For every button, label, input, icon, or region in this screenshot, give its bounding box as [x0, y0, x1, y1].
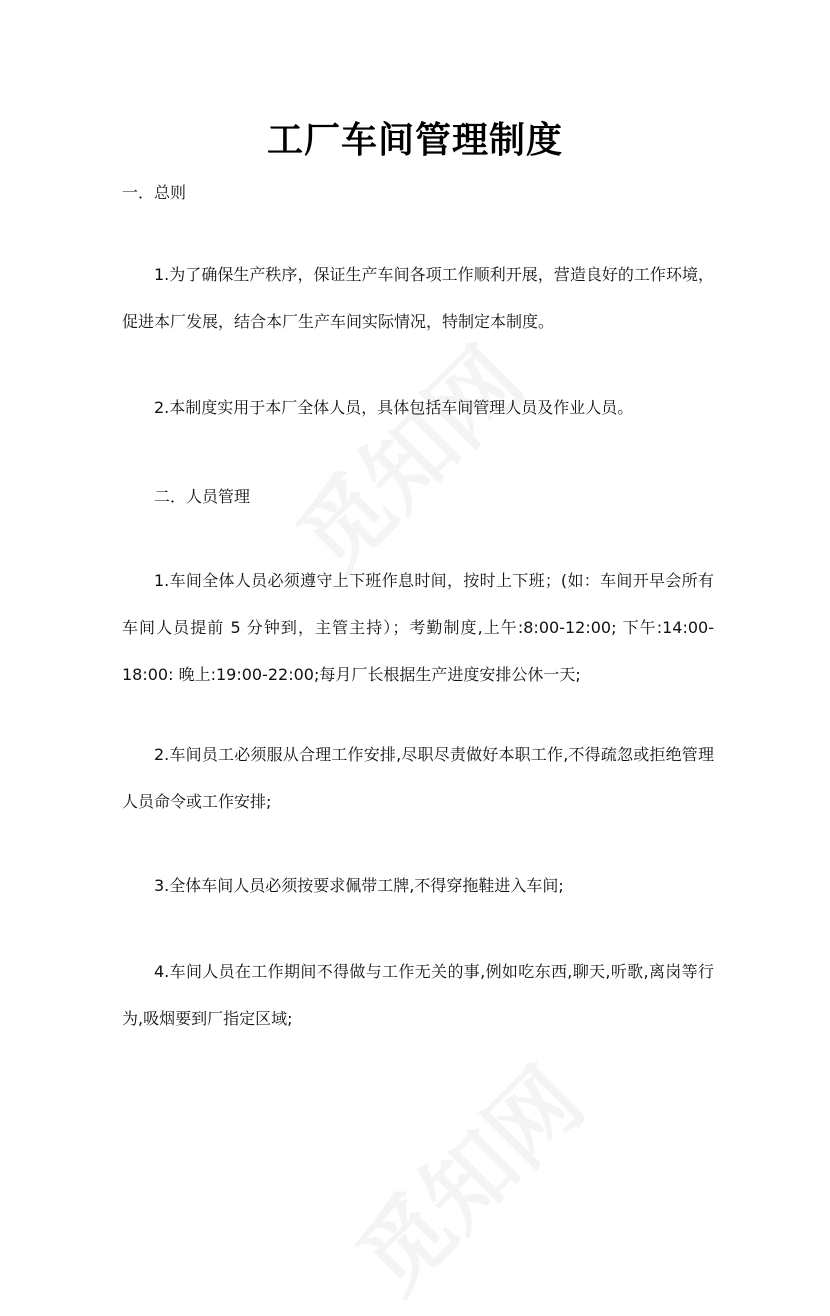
watermark — [264, 314, 547, 597]
watermark — [324, 1034, 607, 1316]
paragraph: 4.车间人员在工作期间不得做与工作无关的事,例如吃东西,聊天,听歌,离岗等行为,吸烟要到厂指定区域; — [122, 962, 714, 1028]
section-heading: 二．人员管理 — [154, 487, 251, 506]
paragraph: 2.车间员工必须服从合理工作安排,尽职尽责做好本职工作,不得疏忽或拒绝管理人员命令或工作安排; — [122, 745, 714, 811]
paragraph: 3.全体车间人员必须按要求佩带工牌,不得穿拖鞋进入车间; — [154, 876, 564, 895]
document-title: 工厂车间管理制度 — [266, 120, 563, 161]
section-heading: 一．总则 — [122, 183, 187, 202]
paragraph: 1.为了确保生产秩序，保证生产车间各项工作顺利开展，营造良好的工作环境，促进本厂发展，结合本厂生产车间实际情况，特制定本制度。 — [122, 265, 714, 331]
paragraph: 2.本制度实用于本厂全体人员，具体包括车间管理人员及作业人员。 — [154, 398, 634, 417]
paragraph: 1.车间全体人员必须遵守上下班作息时间，按时上下班；(如：车间开早会所有车间人员提前 5 分钟到，主管主持）；考勤制度,上午:8:00-12:00; 下午:14:00-18:00: 晚上:19:00-22:00;每月厂长根据生产进度安排公休一天; — [122, 571, 714, 684]
